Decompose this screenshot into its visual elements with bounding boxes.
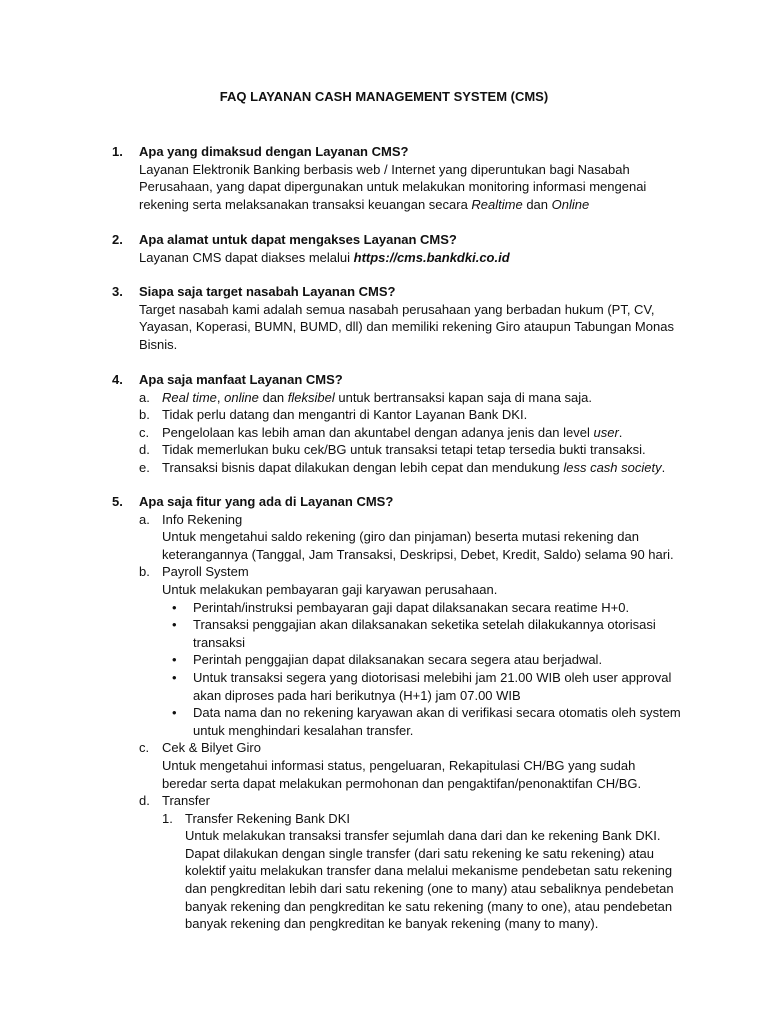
bullet-item: • Data nama dan no rekening karyawan akan di verifikasi secara otomatis oleh system untuk menghindari kesalahan transfer.	[172, 705, 681, 738]
bullet-item: • Transaksi penggajian akan dilaksanakan seketika setelah dilakukannya otorisasi transaksi	[172, 617, 656, 650]
question-number: 1.	[112, 144, 123, 159]
feature-label-info-rekening: a. Info Rekening	[139, 511, 243, 527]
benefit-item: d. Tidak memerlukan buku cek/BG untuk transaksi tetapi tetap tersedia bukti transaksi.	[139, 442, 646, 458]
bullet-icon: •	[172, 705, 177, 721]
bullet-item: • Perintah penggajian dapat dilaksanakan secara segera atau berjadwal.	[172, 652, 603, 668]
faq-item-1	[112, 143, 682, 213]
feature-description: Untuk melakukan pembayaran gaji karyawan perusahaan.	[162, 581, 498, 597]
bullet-item: • Untuk transaksi segera yang diotorisasi melebihi jam 21.00 WIB oleh user approval akan diproses pada hari berikutnya (H+1) jam 07.00 WIB	[172, 669, 672, 703]
feature-description: Untuk mengetahui informasi status, pengeluaran, Rekapitulasi CH/BG yang sudah beredar serta dapat melakukan permohonan dan pengaktifan/penonaktifan CH/BG.	[162, 757, 642, 791]
page-title: FAQ LAYANAN CASH MANAGEMENT SYSTEM (CMS)	[219, 89, 549, 104]
bullet-icon: •	[172, 617, 177, 633]
question-number: 3.	[112, 284, 123, 299]
bullet-icon: •	[172, 652, 177, 668]
faq-item-5	[112, 493, 682, 933]
answer-text: Layanan Elektronik Banking berbasis web / Internet yang diperuntukan bagi Nasabah Perusahaan, yang dapat dipergunakan untuk melakukan monitoring informasi mengenai rekening serta melaksanakan transaksi keuangan secara Realtime dan Online	[139, 161, 647, 212]
faq-item-3	[112, 283, 682, 353]
question-number: 5.	[112, 494, 123, 509]
transfer-subitem-label: 1. Transfer Rekening Bank DKI	[162, 810, 350, 826]
benefit-item: e. Transaksi bisnis dapat dilakukan dengan lebih cepat dan mendukung less cash society.	[139, 459, 666, 475]
answer-text: Target nasabah kami adalah semua nasabah perusahaan yang berbadan hukum (PT, CV, Yayasan, Koperasi, BUMN, BUMD, dll) dan memiliki rekening Giro ataupun Tabungan Monas Bisnis.	[139, 301, 674, 352]
question-number: 2.	[112, 232, 123, 247]
feature-label-transfer: d. Transfer	[139, 793, 210, 809]
answer-text: Layanan CMS dapat diakses melalui https://cms.bankdki.co.id	[139, 249, 510, 265]
feature-description: Untuk mengetahui saldo rekening (giro dan pinjaman) beserta mutasi rekening dan keterangannya (Tanggal, Jam Transaksi, Deskripsi, Debet, Kredit, Saldo) selama 90 hari.	[162, 529, 674, 562]
bullet-item: • Perintah/instruksi pembayaran gaji dapat dilaksanakan secara reatime H+0.	[172, 599, 630, 615]
transfer-subitem-description: Untuk melakukan transaksi transfer sejumlah dana dari dan ke rekening Bank DKI. Dapat dilakukan dengan single transfer (dari satu rekening ke satu rekening) atau kolektif yaitu melakukan transfer dana melalui mekanisme pendebetan satu rekening dan pengkreditan lebih dari satu rekening (one to many) atau sebaliknya pendebetan banyak rekening dan pengkreditan ke satu rekening (many to one), atau pendebetan banyak rekening dan pengkreditan ke banyak rekening (many to many).	[185, 828, 674, 932]
faq-item-2	[112, 231, 682, 266]
bullet-icon: •	[172, 599, 177, 615]
feature-label-cek-bilyet-giro: c. Cek & Bilyet Giro	[139, 740, 261, 756]
question-text: Apa saja fitur yang ada di Layanan CMS?	[139, 494, 394, 509]
bullet-icon: •	[172, 669, 177, 685]
question-text: Apa saja manfaat Layanan CMS?	[139, 372, 343, 387]
benefit-item: b. Tidak perlu datang dan mengantri di Kantor Layanan Bank DKI.	[139, 407, 528, 423]
question-text: Apa yang dimaksud dengan Layanan CMS?	[139, 144, 409, 159]
question-text: Siapa saja target nasabah Layanan CMS?	[139, 284, 396, 299]
feature-label-payroll: b. Payroll System	[139, 564, 249, 580]
benefit-item: a. Real time, online dan fleksibel untuk bertransaksi kapan saja di mana saja.	[139, 389, 593, 405]
faq-item-4	[112, 371, 682, 477]
benefit-item: c. Pengelolaan kas lebih aman dan akuntabel dengan adanya jenis dan level user.	[139, 424, 623, 440]
question-number: 4.	[112, 372, 123, 387]
question-text: Apa alamat untuk dapat mengakses Layanan CMS?	[139, 232, 457, 247]
cms-url-link[interactable]: https://cms.bankdki.co.id	[353, 249, 510, 265]
